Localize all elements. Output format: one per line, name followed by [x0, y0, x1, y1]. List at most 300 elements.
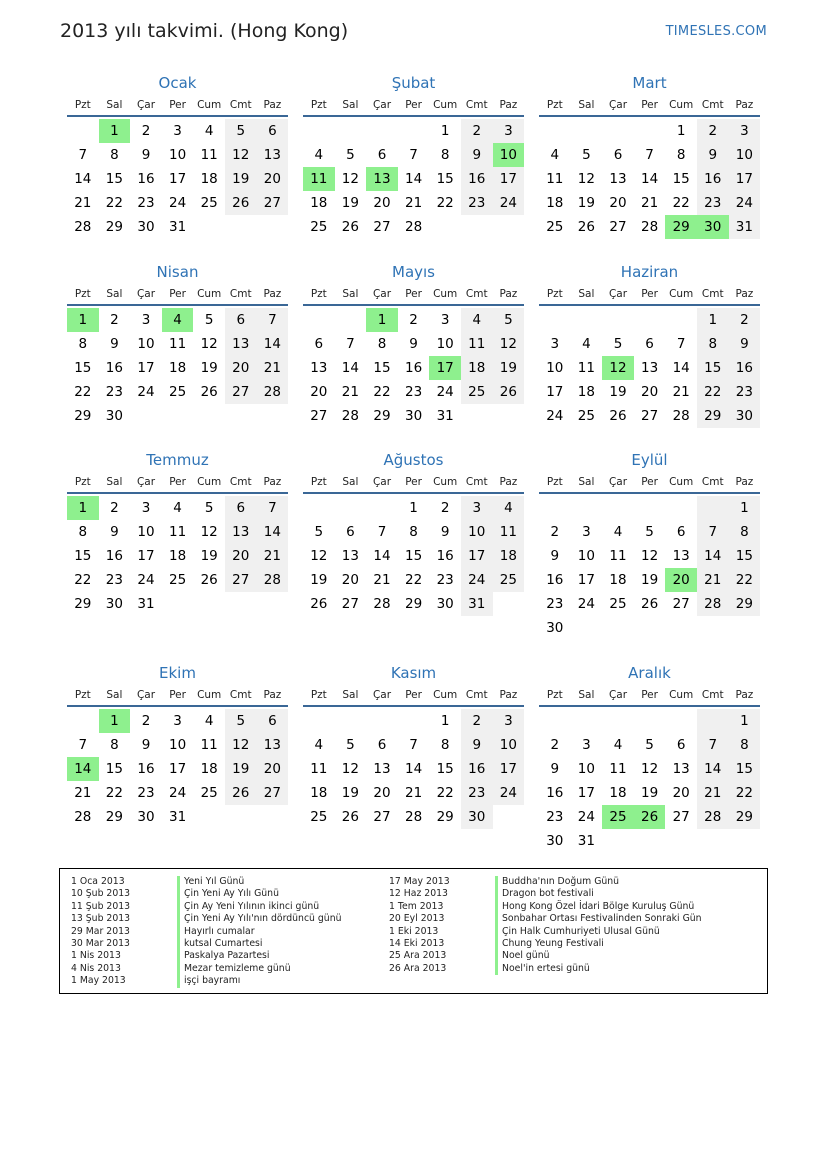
empty-cell — [335, 308, 367, 332]
empty-cell — [571, 308, 603, 332]
weekday-label: Per — [169, 689, 186, 701]
day-cell: 3 — [173, 123, 182, 139]
weekday-header — [67, 473, 288, 494]
weekday-label: Cum — [433, 476, 458, 488]
day-cell: 19 — [640, 785, 659, 801]
weekday-label: Çar — [136, 288, 156, 300]
day-cell: 3 — [582, 524, 591, 540]
legend-holiday-name: Çin Halk Cumhuriyeti Ulusal Günü — [495, 926, 660, 938]
day-cell: 2 — [141, 123, 151, 139]
legend-date: 1 Eki 2013 — [389, 925, 439, 937]
days-grid — [539, 496, 760, 640]
day-cell: 31 — [577, 833, 595, 849]
weekday-label: Paz — [735, 689, 754, 701]
weekday-label: Per — [641, 689, 658, 701]
day-cell: 11 — [609, 761, 627, 777]
empty-cell — [665, 308, 697, 332]
legend-row — [71, 975, 341, 987]
day-cell: 29 — [74, 408, 92, 424]
legend-row — [389, 876, 702, 888]
day-cell: 4 — [550, 147, 560, 163]
day-cell: 1 — [729, 496, 761, 520]
day-cell: 25 — [577, 408, 595, 424]
weekday-label: Cum — [197, 689, 222, 701]
day-cell: 23 — [546, 809, 564, 825]
day-cell: 15 — [729, 757, 761, 781]
day-cell: 7 — [257, 308, 289, 332]
weekday-label: Paz — [735, 288, 754, 300]
day-cell: 14 — [640, 171, 659, 187]
weekday-header — [303, 473, 524, 494]
day-cell: 17 — [493, 757, 525, 781]
weekday-label: Pzt — [310, 288, 327, 300]
day-cell: 12 — [200, 524, 218, 540]
day-cell: 30 — [137, 809, 155, 825]
day-cell: 6 — [613, 147, 623, 163]
weekday-header — [539, 96, 760, 117]
day-cell: 22 — [404, 572, 423, 588]
month-name: Şubat — [391, 74, 436, 92]
day-cell: 28 — [257, 568, 289, 592]
days-grid — [67, 119, 288, 239]
legend-date: 4 Nis 2013 — [71, 962, 121, 974]
month-3 — [539, 72, 760, 239]
weekday-label: Sal — [106, 99, 123, 111]
legend-date: 12 Haz 2013 — [389, 888, 448, 900]
legend-date: 30 Mar 2013 — [71, 937, 130, 949]
day-cell: 11 — [609, 548, 627, 564]
weekday-label: Pzt — [546, 476, 563, 488]
day-cell: 28 — [697, 592, 729, 616]
legend-date: 29 Mar 2013 — [71, 925, 130, 937]
legend-date: 14 Eki 2013 — [389, 937, 445, 949]
weekday-label: Paz — [499, 689, 518, 701]
day-cell: 18 — [168, 548, 187, 564]
day-cell: 22 — [74, 572, 92, 588]
day-cell: 19 — [640, 572, 659, 588]
day-cell: 15 — [404, 548, 423, 564]
day-cell: 4 — [461, 308, 493, 332]
day-cell: 7 — [377, 524, 387, 540]
day-cell: 22 — [105, 195, 123, 211]
day-cell: 8 — [377, 336, 387, 352]
legend-row — [389, 963, 702, 975]
legend-holiday-name: Çin Ay Yeni Yılının ikinci günü — [177, 901, 319, 913]
day-cell: 17 — [577, 572, 595, 588]
weekday-header — [539, 686, 760, 707]
day-cell: 18 — [200, 171, 218, 187]
weekday-label: Cmt — [701, 689, 724, 701]
weekday-label: Per — [405, 99, 422, 111]
holiday-day-cell: 1 — [67, 496, 99, 520]
day-cell: 7 — [697, 733, 729, 757]
empty-cell — [67, 119, 99, 143]
day-cell: 22 — [729, 568, 761, 592]
day-cell: 8 — [110, 147, 119, 163]
day-cell: 27 — [640, 408, 659, 424]
legend-row — [389, 913, 702, 925]
legend-holiday-name: işçi bayramı — [177, 975, 240, 987]
day-cell: 12 — [200, 336, 218, 352]
day-cell: 20 — [257, 167, 289, 191]
weekday-label: Per — [169, 288, 186, 300]
weekday-header — [67, 96, 288, 117]
day-cell: 2 — [550, 524, 560, 540]
day-cell: 20 — [609, 195, 627, 211]
weekday-label: Paz — [499, 476, 518, 488]
day-cell: 22 — [436, 785, 454, 801]
day-cell: 30 — [436, 596, 454, 612]
day-cell: 11 — [493, 520, 525, 544]
legend-row — [71, 901, 341, 913]
day-cell: 13 — [373, 761, 391, 777]
day-cell: 12 — [640, 548, 659, 564]
day-cell: 28 — [640, 219, 659, 235]
day-cell: 21 — [74, 785, 92, 801]
day-cell: 8 — [440, 737, 450, 753]
holiday-day-cell: 1 — [366, 308, 398, 332]
day-cell: 27 — [257, 781, 289, 805]
weekday-label: Paz — [263, 288, 282, 300]
day-cell: 7 — [78, 147, 88, 163]
day-cell: 13 — [257, 733, 289, 757]
day-cell: 10 — [493, 733, 525, 757]
day-cell: 22 — [436, 195, 454, 211]
day-cell: 6 — [225, 496, 257, 520]
day-cell: 2 — [461, 709, 493, 733]
day-cell: 4 — [204, 713, 214, 729]
holiday-day-cell: 14 — [67, 757, 99, 781]
day-cell: 23 — [404, 384, 423, 400]
weekday-label: Çar — [608, 99, 628, 111]
weekday-label: Pzt — [310, 99, 327, 111]
empty-cell — [366, 709, 398, 733]
day-cell: 3 — [141, 312, 151, 328]
day-cell: 10 — [546, 360, 564, 376]
legend-date: 1 Nis 2013 — [71, 950, 121, 962]
day-cell: 17 — [493, 167, 525, 191]
day-cell: 13 — [225, 520, 257, 544]
day-cell: 9 — [141, 147, 151, 163]
weekday-label: Per — [405, 288, 422, 300]
day-cell: 4 — [314, 147, 324, 163]
day-cell: 19 — [200, 548, 218, 564]
day-cell: 15 — [697, 356, 729, 380]
day-cell: 14 — [672, 360, 690, 376]
holiday-day-cell: 1 — [99, 709, 131, 733]
weekday-label: Pzt — [546, 99, 563, 111]
day-cell: 9 — [550, 548, 560, 564]
day-cell: 17 — [137, 548, 155, 564]
weekday-label: Pzt — [74, 99, 91, 111]
legend-date: 25 Ara 2013 — [389, 950, 447, 962]
legend-holiday-name: Noel'in ertesi günü — [495, 963, 590, 975]
day-cell: 21 — [257, 356, 289, 380]
day-cell: 17 — [168, 761, 187, 777]
weekday-label: Paz — [263, 99, 282, 111]
day-cell: 16 — [461, 757, 493, 781]
month-9 — [539, 449, 760, 640]
day-cell: 10 — [461, 520, 493, 544]
day-cell: 25 — [168, 572, 187, 588]
day-cell: 5 — [314, 524, 324, 540]
weekday-label: Cum — [669, 476, 694, 488]
day-cell: 9 — [461, 143, 493, 167]
day-cell: 19 — [341, 195, 359, 211]
month-7 — [67, 449, 288, 616]
legend-holiday-name: Çin Yeni Ay Yılı Günü — [177, 888, 279, 900]
day-cell: 19 — [609, 384, 627, 400]
day-cell: 22 — [74, 384, 92, 400]
legend-holiday-name: Mezar temizleme günü — [177, 963, 291, 975]
days-grid — [67, 308, 288, 428]
month-name: Mayıs — [392, 263, 435, 281]
day-cell: 18 — [609, 572, 627, 588]
weekday-label: Per — [641, 288, 658, 300]
day-cell: 26 — [225, 191, 257, 215]
day-cell: 2 — [110, 312, 119, 328]
weekday-header — [303, 285, 524, 306]
day-cell: 19 — [577, 195, 595, 211]
day-cell: 31 — [436, 408, 454, 424]
legend-row — [389, 926, 702, 938]
day-cell: 5 — [645, 737, 654, 753]
empty-cell — [67, 709, 99, 733]
month-5 — [303, 261, 524, 428]
day-cell: 23 — [697, 191, 729, 215]
legend-holiday-name: Dragon bot festivali — [495, 888, 594, 900]
day-cell: 26 — [341, 809, 359, 825]
day-cell: 27 — [373, 219, 391, 235]
day-cell: 11 — [546, 171, 564, 187]
day-cell: 4 — [173, 500, 182, 516]
empty-cell — [398, 119, 430, 143]
empty-cell — [634, 709, 666, 733]
day-cell: 31 — [729, 215, 761, 239]
day-cell: 25 — [200, 785, 218, 801]
month-name: Ocak — [158, 74, 197, 92]
day-cell: 27 — [672, 596, 690, 612]
empty-cell — [634, 308, 666, 332]
day-cell: 19 — [493, 356, 525, 380]
day-cell: 23 — [137, 195, 155, 211]
day-cell: 8 — [440, 147, 450, 163]
day-cell: 23 — [461, 781, 493, 805]
weekday-label: Sal — [578, 476, 595, 488]
day-cell: 13 — [672, 761, 690, 777]
day-cell: 5 — [582, 147, 591, 163]
month-10 — [67, 662, 288, 829]
weekday-label: Cum — [433, 99, 458, 111]
day-cell: 2 — [440, 500, 450, 516]
day-cell: 14 — [697, 544, 729, 568]
holiday-day-cell: 29 — [665, 215, 697, 239]
day-cell: 6 — [676, 524, 686, 540]
day-cell: 11 — [577, 360, 595, 376]
day-cell: 20 — [225, 544, 257, 568]
empty-cell — [697, 496, 729, 520]
day-cell: 7 — [257, 496, 289, 520]
empty-cell — [303, 308, 335, 332]
day-cell: 23 — [105, 572, 123, 588]
day-cell: 19 — [200, 360, 218, 376]
day-cell: 24 — [137, 572, 155, 588]
empty-cell — [303, 119, 335, 143]
empty-cell — [602, 119, 634, 143]
day-cell: 21 — [640, 195, 659, 211]
day-cell: 27 — [225, 568, 257, 592]
day-cell: 8 — [409, 524, 418, 540]
day-cell: 6 — [225, 308, 257, 332]
day-cell: 24 — [493, 191, 525, 215]
weekday-label: Per — [641, 99, 658, 111]
weekday-label: Paz — [735, 99, 754, 111]
weekday-header — [539, 285, 760, 306]
day-cell: 12 — [577, 171, 595, 187]
day-cell: 11 — [200, 147, 218, 163]
day-cell: 6 — [645, 336, 654, 352]
day-cell: 14 — [697, 757, 729, 781]
day-cell: 9 — [729, 332, 761, 356]
empty-cell — [539, 119, 571, 143]
day-cell: 20 — [225, 356, 257, 380]
day-cell: 30 — [404, 408, 423, 424]
day-cell: 30 — [105, 596, 123, 612]
empty-cell — [303, 496, 335, 520]
day-cell: 25 — [461, 380, 493, 404]
day-cell: 14 — [404, 171, 423, 187]
day-cell: 11 — [461, 332, 493, 356]
legend-row — [71, 950, 341, 962]
day-cell: 6 — [346, 524, 355, 540]
day-cell: 14 — [257, 332, 289, 356]
day-cell: 10 — [577, 761, 595, 777]
day-cell: 18 — [577, 384, 595, 400]
legend-holiday-name: Çin Yeni Ay Yılı'nın dördüncü günü — [177, 913, 341, 925]
weekday-label: Cmt — [701, 288, 724, 300]
day-cell: 27 — [257, 191, 289, 215]
day-cell: 5 — [493, 308, 525, 332]
day-cell: 9 — [409, 336, 418, 352]
month-name: Kasım — [390, 664, 437, 682]
day-cell: 26 — [225, 781, 257, 805]
weekday-label: Cmt — [465, 689, 488, 701]
month-12 — [539, 662, 760, 853]
day-cell: 20 — [373, 785, 391, 801]
empty-cell — [303, 709, 335, 733]
day-cell: 12 — [341, 171, 359, 187]
legend-holiday-name: Hong Kong Özel İdari Bölge Kuruluş Günü — [495, 901, 694, 913]
day-cell: 23 — [137, 785, 155, 801]
day-cell: 15 — [74, 360, 92, 376]
legend-row — [71, 926, 341, 938]
day-cell: 16 — [404, 360, 423, 376]
day-cell: 2 — [110, 500, 119, 516]
weekday-label: Paz — [735, 476, 754, 488]
day-cell: 26 — [640, 596, 659, 612]
holiday-legend — [59, 868, 768, 994]
weekday-label: Cum — [197, 476, 222, 488]
weekday-label: Sal — [106, 288, 123, 300]
day-cell: 17 — [461, 544, 493, 568]
day-cell: 23 — [729, 380, 761, 404]
day-cell: 8 — [729, 520, 761, 544]
day-cell: 25 — [493, 568, 525, 592]
days-grid — [67, 709, 288, 829]
day-cell: 9 — [550, 761, 560, 777]
day-cell: 15 — [373, 360, 391, 376]
weekday-label: Çar — [136, 476, 156, 488]
day-cell: 9 — [440, 524, 450, 540]
month-name: Nisan — [156, 263, 199, 281]
day-cell: 5 — [204, 500, 214, 516]
weekday-label: Paz — [263, 476, 282, 488]
weekday-label: Paz — [499, 99, 518, 111]
day-cell: 28 — [341, 408, 359, 424]
day-cell: 10 — [137, 524, 155, 540]
holiday-day-cell: 13 — [366, 167, 398, 191]
empty-cell — [665, 496, 697, 520]
day-cell: 29 — [373, 408, 391, 424]
month-name: Ekim — [159, 664, 196, 682]
weekday-label: Çar — [372, 689, 392, 701]
weekday-label: Paz — [263, 689, 282, 701]
day-cell: 1 — [440, 123, 450, 139]
legend-date: 20 Eyl 2013 — [389, 913, 445, 925]
day-cell: 12 — [493, 332, 525, 356]
day-cell: 4 — [314, 737, 324, 753]
day-cell: 3 — [461, 496, 493, 520]
day-cell: 14 — [74, 171, 92, 187]
site-link[interactable]: TIMESLES.COM — [665, 24, 767, 39]
day-cell: 5 — [204, 312, 214, 328]
legend-row — [389, 950, 702, 962]
holiday-day-cell: 25 — [602, 805, 634, 829]
weekday-label: Pzt — [546, 689, 563, 701]
weekday-label: Sal — [342, 99, 359, 111]
day-cell: 20 — [341, 572, 359, 588]
empty-cell — [634, 119, 666, 143]
day-cell: 16 — [697, 167, 729, 191]
day-cell: 6 — [257, 709, 289, 733]
day-cell: 8 — [676, 147, 686, 163]
days-grid — [67, 496, 288, 616]
legend-date: 26 Ara 2013 — [389, 962, 447, 974]
empty-cell — [335, 119, 367, 143]
day-cell: 13 — [341, 548, 359, 564]
empty-cell — [697, 709, 729, 733]
day-cell: 16 — [105, 548, 123, 564]
weekday-label: Cmt — [229, 288, 252, 300]
legend-date: 11 Şub 2013 — [71, 900, 131, 912]
day-cell: 5 — [346, 737, 355, 753]
empty-cell — [539, 496, 571, 520]
day-cell: 7 — [645, 147, 654, 163]
month-8 — [303, 449, 524, 616]
day-cell: 16 — [546, 785, 564, 801]
empty-cell — [602, 496, 634, 520]
day-cell: 29 — [729, 592, 761, 616]
day-cell: 21 — [404, 785, 423, 801]
day-cell: 12 — [640, 761, 659, 777]
day-cell: 15 — [436, 761, 454, 777]
legend-holiday-name: Hayırlı cumalar — [177, 926, 255, 938]
empty-cell — [335, 709, 367, 733]
day-cell: 27 — [672, 809, 690, 825]
legend-date: 1 Oca 2013 — [71, 876, 125, 887]
day-cell: 11 — [168, 524, 187, 540]
weekday-label: Cum — [433, 288, 458, 300]
